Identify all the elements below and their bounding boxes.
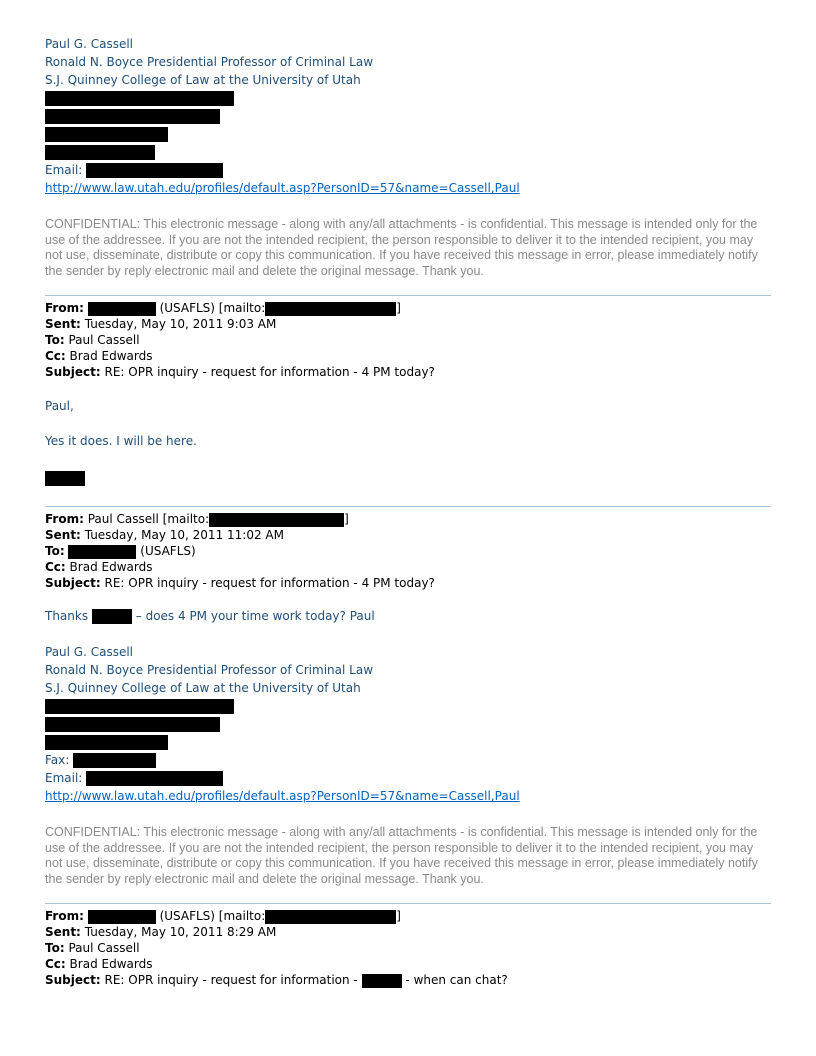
- redaction-box: [45, 735, 168, 750]
- subject-value: RE: OPR inquiry - request for information -: [104, 973, 358, 987]
- cc-label: Cc:: [45, 957, 66, 971]
- to-label: To:: [45, 941, 65, 955]
- redaction-box: [45, 127, 168, 142]
- email-label: Email:: [45, 771, 83, 785]
- bracket-text: ]: [344, 512, 349, 526]
- redaction-box: [92, 609, 132, 624]
- body-text: – does 4 PM your time work today? Paul: [135, 609, 375, 623]
- fax-label: Fax:: [45, 753, 70, 767]
- signature-block: [45, 643, 520, 805]
- cc-label: Cc:: [45, 349, 66, 363]
- cc-label: Cc:: [45, 560, 66, 574]
- from-value: (USAFLS) [mailto:: [159, 909, 266, 923]
- email-header: [45, 908, 508, 988]
- signature-title: Ronald N. Boyce Presidential Professor of Criminal Law: [45, 663, 374, 677]
- confidentiality-notice: CONFIDENTIAL: This electronic message - along with any/all attachments - is confidential. This message is intended only for the use of the addressee. If you are not the intended recipient, the person responsible to deliver it to the intended recipient, you may not use, disseminate, distribute or copy this communication. If you have received this message in error, please immediately notify the sender by reply electronic mail and delete the original message. Thank you.: [45, 825, 758, 886]
- redaction-box: [265, 910, 396, 924]
- signature-school: S.J. Quinney College of Law at the University of Utah: [45, 73, 361, 87]
- divider: [45, 506, 771, 507]
- email-header: [45, 300, 435, 380]
- cc-value: Brad Edwards: [69, 957, 153, 971]
- redaction-box: [45, 717, 220, 732]
- redaction-box: [86, 771, 223, 786]
- bracket-text: ]: [396, 909, 401, 923]
- from-label: From:: [45, 301, 84, 315]
- subject-label: Subject:: [45, 365, 101, 379]
- cc-value: Brad Edwards: [69, 560, 153, 574]
- email-header: [45, 511, 435, 591]
- sent-label: Sent:: [45, 925, 81, 939]
- from-value: (USAFLS) [mailto:: [159, 301, 266, 315]
- sent-value: Tuesday, May 10, 2011 11:02 AM: [84, 528, 284, 542]
- divider: [45, 295, 771, 296]
- cc-value: Brad Edwards: [69, 349, 153, 363]
- subject-value: RE: OPR inquiry - request for information - 4 PM today?: [104, 576, 435, 590]
- divider: [45, 903, 771, 904]
- signature-name: Paul G. Cassell: [45, 645, 134, 659]
- sent-label: Sent:: [45, 317, 81, 331]
- from-label: From:: [45, 512, 84, 526]
- subject-value: RE: OPR inquiry - request for information - 4 PM today?: [104, 365, 435, 379]
- sent-value: Tuesday, May 10, 2011 9:03 AM: [84, 317, 277, 331]
- redaction-box: [362, 974, 402, 988]
- to-label: To:: [45, 333, 65, 347]
- redaction-box: [88, 910, 156, 924]
- email-greeting: Paul,: [45, 399, 74, 413]
- redaction-box: [45, 471, 85, 486]
- bracket-text: ]: [396, 301, 401, 315]
- to-value: Paul Cassell: [68, 333, 140, 347]
- to-label: To:: [45, 544, 65, 558]
- sent-value: Tuesday, May 10, 2011 8:29 AM: [84, 925, 277, 939]
- signature-block: [45, 35, 520, 197]
- redaction-box: [68, 545, 136, 559]
- redaction-box: [45, 109, 220, 124]
- to-value: (USAFLS): [140, 544, 196, 558]
- profile-link[interactable]: http://www.law.utah.edu/profiles/default.asp?PersonID=57&name=Cassell,Paul: [45, 181, 520, 195]
- redaction-box: [209, 513, 344, 527]
- from-value: Paul Cassell [mailto:: [87, 512, 210, 526]
- redaction-box: [45, 145, 155, 160]
- subject-label: Subject:: [45, 576, 101, 590]
- email-body: Yes it does. I will be here.: [45, 434, 197, 448]
- signature-school: S.J. Quinney College of Law at the University of Utah: [45, 681, 361, 695]
- email-body: [45, 607, 375, 625]
- subject-label: Subject:: [45, 973, 101, 987]
- redaction-box: [88, 302, 156, 316]
- redaction-box: [45, 699, 234, 714]
- signature-title: Ronald N. Boyce Presidential Professor of Criminal Law: [45, 55, 374, 69]
- signature-name: Paul G. Cassell: [45, 37, 134, 51]
- profile-link[interactable]: http://www.law.utah.edu/profiles/default.asp?PersonID=57&name=Cassell,Paul: [45, 789, 520, 803]
- redaction-box: [86, 163, 223, 178]
- sent-label: Sent:: [45, 528, 81, 542]
- confidentiality-notice: CONFIDENTIAL: This electronic message - along with any/all attachments - is confidential. This message is intended only for the use of the addressee. If you are not the intended recipient, the person responsible to deliver it to the intended recipient, you may not use, disseminate, distribute or copy this communication. If you have received this message in error, please immediately notify the sender by reply electronic mail and delete the original message. Thank you.: [45, 217, 758, 278]
- email-label: Email:: [45, 163, 83, 177]
- redaction-box: [73, 753, 156, 768]
- body-text: Thanks: [45, 609, 89, 623]
- redaction-box: [265, 302, 396, 316]
- subject-value: - when can chat?: [405, 973, 508, 987]
- to-value: Paul Cassell: [68, 941, 140, 955]
- signature-redaction: [45, 471, 85, 486]
- from-label: From:: [45, 909, 84, 923]
- redaction-box: [45, 91, 234, 106]
